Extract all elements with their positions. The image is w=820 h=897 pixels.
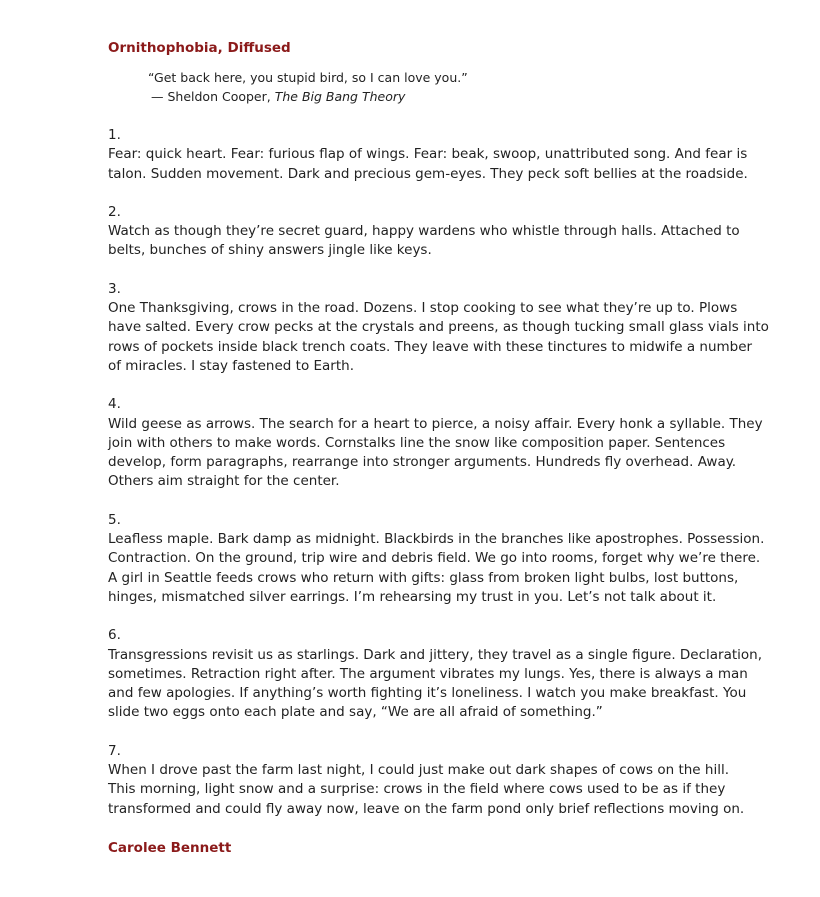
section-line: join with others to make words. Cornstalks line the snow like composition paper. Sentences xyxy=(108,434,726,451)
poem-section xyxy=(108,511,765,607)
poem-section xyxy=(108,395,763,491)
section-line: slide two eggs onto each plate and say, “We are all afraid of something.” xyxy=(108,704,603,721)
poem-section xyxy=(108,203,740,261)
section-line: Watch as though they’re secret guard, happy wardens who whistle through halls. Attached to xyxy=(108,223,740,240)
section-line: This morning, light snow and a surprise: crows in the field where cows used to be as if they xyxy=(108,781,726,798)
section-line: Wild geese as arrows. The search for a heart to pierce, a noisy affair. Every honk a syllable. They xyxy=(108,415,763,432)
section-line: Contraction. On the ground, trip wire and debris field. We go into rooms, forget why we’re there. xyxy=(108,550,761,567)
poem-title: Ornithophobia, Diffused xyxy=(108,40,291,56)
section-number: 1. xyxy=(108,127,121,143)
author-name: Carolee Bennett xyxy=(108,839,232,856)
epigraph xyxy=(148,68,708,106)
section-line: Transgressions revisit us as starlings. Dark and jittery, they travel as a single figure. Declaration, xyxy=(108,646,763,663)
section-line: One Thanksgiving, crows in the road. Dozens. I stop cooking to see what they’re up to. Plows xyxy=(108,300,738,317)
section-line: When I drove past the farm last night, I could just make out dark shapes of cows on the hill. xyxy=(108,762,730,779)
section-line: A girl in Seattle feeds crows who return with gifts: glass from broken light bulbs, lost buttons, xyxy=(108,569,739,586)
poem-sections xyxy=(108,126,769,819)
section-line: sometimes. Retraction right after. The argument vibrates my lungs. Yes, there is always a man xyxy=(108,665,748,682)
section-line: belts, bunches of shiny answers jingle like keys. xyxy=(108,242,432,259)
section-line: Leafless maple. Bark damp as midnight. Blackbirds in the branches like apostrophes. Possession. xyxy=(108,531,765,548)
section-line: of miracles. I stay fastened to Earth. xyxy=(108,357,354,374)
poem-section xyxy=(108,280,769,376)
section-line: Others aim straight for the center. xyxy=(108,473,340,490)
section-number: 3. xyxy=(108,280,121,297)
section-line: transformed and could fly away now, leave on the farm pond only brief reflections moving on. xyxy=(108,800,745,817)
section-line: rows of pockets inside black trench coats. They leave with these tinctures to midwife a number xyxy=(108,338,753,355)
section-number: 2. xyxy=(108,203,121,220)
epigraph-source: The Big Bang Theory xyxy=(274,89,406,104)
epigraph-attribution-prefix: — Sheldon Cooper, xyxy=(151,89,275,104)
poem-section xyxy=(108,126,748,184)
section-line: hinges, mismatched silver earrings. I’m rehearsing my trust in you. Let’s not talk about it. xyxy=(108,588,717,605)
section-number: 5. xyxy=(108,511,121,528)
section-line: and few apologies. If anything’s worth fighting it’s loneliness. I watch you make breakfast. You xyxy=(108,685,747,702)
section-number: 7. xyxy=(108,742,121,759)
section-line: have salted. Every crow pecks at the crystals and preens, as though tucking small glass vials into xyxy=(108,319,769,336)
poem-section xyxy=(108,742,745,819)
section-line: talon. Sudden movement. Dark and precious gem-eyes. They peck soft bellies at the roadside. xyxy=(108,165,748,182)
epigraph-attribution xyxy=(148,87,708,106)
section-number: 6. xyxy=(108,627,121,644)
section-line: Fear: quick heart. Fear: furious flap of wings. Fear: beak, swoop, unattributed song. And fear is xyxy=(108,146,748,163)
poem-page xyxy=(108,38,769,858)
poem-section xyxy=(108,626,763,722)
section-line: develop, form paragraphs, rearrange into stronger arguments. Hundreds fly overhead. Away. xyxy=(108,454,737,471)
section-number: 4. xyxy=(108,396,121,413)
epigraph-quote: “Get back here, you stupid bird, so I can love you.” xyxy=(148,70,468,85)
